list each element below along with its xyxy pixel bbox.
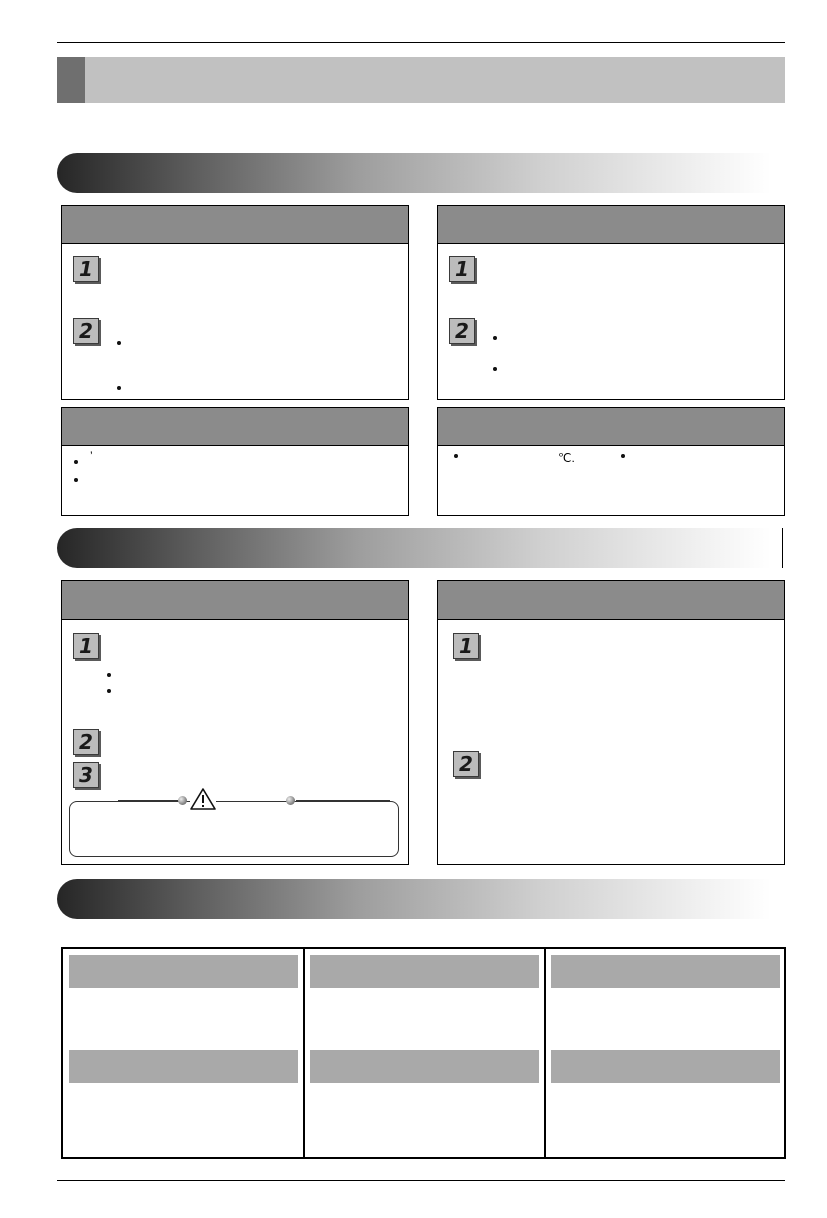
panel-1b-right-header xyxy=(438,408,784,446)
panel-1b-left-header xyxy=(62,408,408,446)
grid-tag xyxy=(551,955,780,988)
panel-2-left-header xyxy=(62,581,408,620)
panel-1-right xyxy=(437,205,785,400)
panel-1-right-header xyxy=(438,206,784,244)
step-2-badge: 2 xyxy=(449,318,475,344)
grid-divider xyxy=(303,949,305,1157)
caution-dot-right xyxy=(286,796,295,805)
title-tab xyxy=(57,57,85,103)
caution-line-right xyxy=(296,800,390,802)
panel-1b-left xyxy=(61,407,409,516)
bullet xyxy=(493,367,497,371)
step-1-badge: 1 xyxy=(453,633,479,659)
panel-1-left-header xyxy=(62,206,408,244)
step-1-badge: 1 xyxy=(73,256,99,282)
step-2-badge: 2 xyxy=(453,751,479,777)
info-grid xyxy=(61,947,786,1159)
grid-divider xyxy=(544,949,546,1157)
page-title-bar xyxy=(57,57,785,103)
section-bar-2-edge xyxy=(782,528,783,568)
caution-dot-left xyxy=(178,796,187,805)
panel-1-left xyxy=(61,205,409,400)
top-rule xyxy=(57,42,785,43)
bullet xyxy=(107,673,111,677)
bullet xyxy=(74,460,78,464)
step-2-badge: 2 xyxy=(73,318,99,344)
bullet xyxy=(117,386,121,390)
step-1-badge: 1 xyxy=(449,256,475,282)
section-bar-3 xyxy=(57,879,771,919)
section-bar-2 xyxy=(57,528,771,568)
caution-box xyxy=(69,801,399,857)
step-1-badge: 1 xyxy=(73,633,99,659)
panel-2-right xyxy=(437,580,785,865)
bottom-rule xyxy=(57,1180,785,1181)
caution-line-left xyxy=(118,800,178,802)
grid-tag xyxy=(551,1050,780,1083)
apostrophe-mark: ’ xyxy=(90,449,93,463)
grid-tag xyxy=(310,1050,539,1083)
warning-triangle-icon xyxy=(190,788,216,810)
panel-1b-right xyxy=(437,407,785,516)
grid-tag xyxy=(69,955,298,988)
bullet xyxy=(74,478,78,482)
panel-2-right-header xyxy=(438,581,784,620)
grid-tag xyxy=(69,1050,298,1083)
bullet xyxy=(493,336,497,340)
grid-tag xyxy=(310,955,539,988)
celsius-unit: ℃. xyxy=(558,451,575,465)
bullet xyxy=(454,454,458,458)
bullet xyxy=(621,454,625,458)
section-bar-1 xyxy=(57,153,771,193)
step-2-badge: 2 xyxy=(73,729,99,755)
bullet xyxy=(107,689,111,693)
bullet xyxy=(117,341,121,345)
step-3-badge: 3 xyxy=(73,762,99,788)
